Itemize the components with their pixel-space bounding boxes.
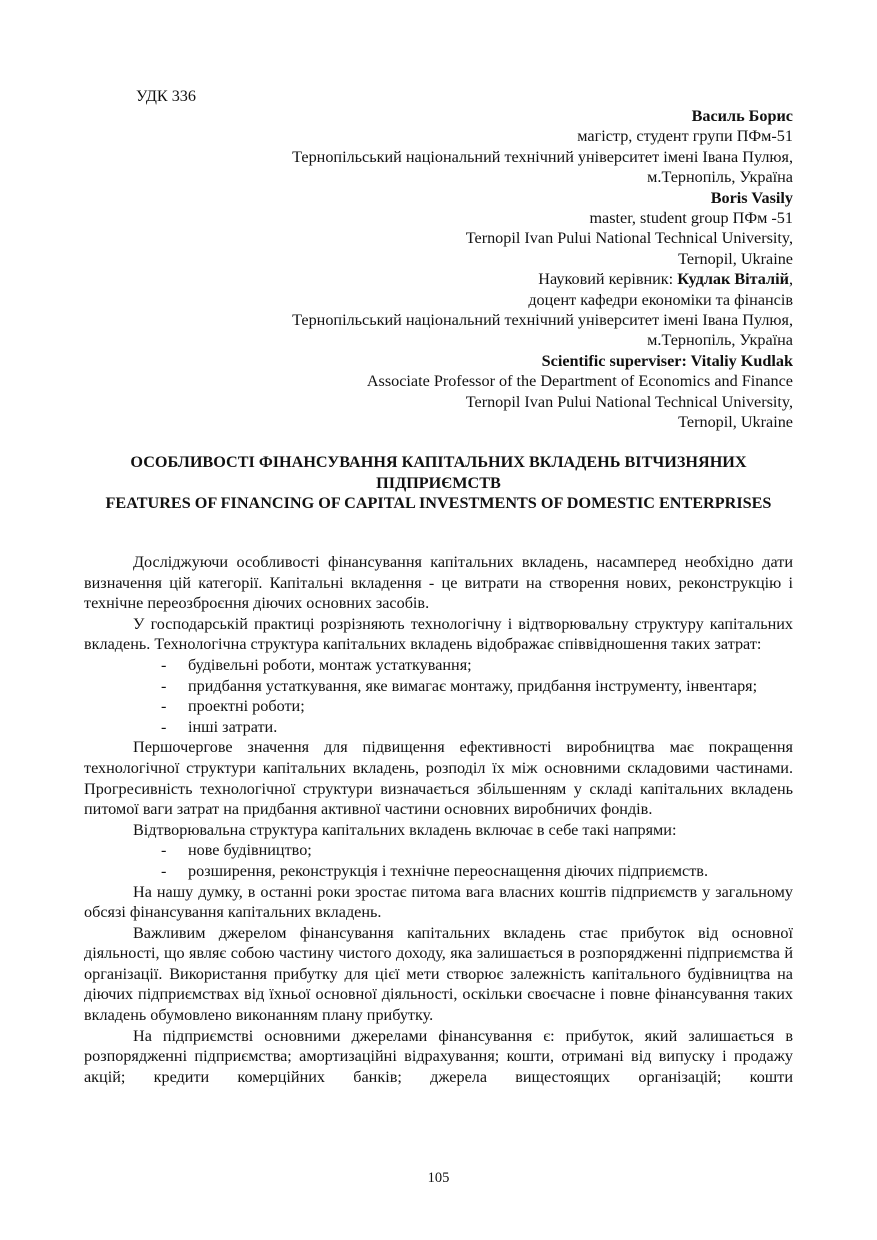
body-paragraph: Досліджуючи особливості фінансування капітальних вкладень, насамперед необхідно дати визначення цій категорії. Капітальні вкладення - це витрати на створення нових, реконструкцію і технічне переозброєння діючих основних засобів. — [84, 553, 793, 613]
body-paragraph: У господарській практиці розрізняють технологічну і відтворювальну структуру капітальних вкладень. Технологічна структура капітальних вкладень відображає співвідношення таких затрат: — [84, 614, 793, 654]
supervisor-detail-line: Associate Professor of the Department of Economics and Finance — [366, 372, 793, 391]
title-ukrainian: ОСОБЛИВОСТІ ФІНАНСУВАННЯ КАПІТАЛЬНИХ ВКЛАДЕНЬ ВІТЧИЗНЯНИХ ПІДПРИЄМСТВ — [130, 453, 747, 492]
supervisor-detail-line: Ternopil, Ukraine — [678, 413, 793, 432]
list-item-text: проектні роботи; — [188, 697, 305, 716]
dash-bullet: - — [161, 861, 167, 880]
dash-bullet: - — [161, 841, 167, 860]
dash-bullet: - — [161, 676, 167, 695]
author-line: Ternopil, Ukraine — [678, 249, 793, 268]
body-paragraph: Важливим джерелом фінансування капітальних вкладень стає прибуток від основної діяльності, що являє собою частину чистого доходу, яка залишається в розпорядженні підприємства й організації. Використання прибутку для цієї мети створює залежність капітального будівництва на діючих підприємствах від їхньої основної діяльності, оскільки своєчасне і повне фінансування таких вкладень обумовлено виконанням плану прибутку. — [84, 923, 793, 1025]
author-line: Ternopil Ivan Pului National Technical University, — [465, 229, 793, 248]
bullet-list — [84, 655, 793, 737]
title-block — [84, 452, 793, 514]
list-item — [84, 696, 793, 717]
list-item — [84, 655, 793, 676]
body-paragraph: На підприємстві основними джерелами фінансування є: прибуток, який залишається в розпорядженні підприємства; амортизаційні відрахування; кошти, отримані від випуску і продажу акцій; кредити комерційних банків; джерела вищестоящих організацій; кошти — [84, 1026, 793, 1086]
body-paragraph: Першочергове значення для підвищення ефективності виробництва має покращення технологічної структури капітальних вкладень, розподіл їх між основними складовими частинами. Прогресивність технологічної структури визначається збільшенням у складі капітальних вкладень питомої ваги затрат на придбання активної частини основних виробничих фондів. — [84, 738, 793, 819]
body-paragraph: Відтворювальна структура капітальних вкладень включає в себе такі напрями: — [133, 820, 677, 839]
dash-bullet: - — [161, 655, 167, 674]
supervisor-comma: , — [788, 270, 793, 289]
supervisor-label: Науковий керівник: — [538, 270, 674, 289]
supervisor-detail-line: Ternopil Ivan Pului National Technical University, — [465, 392, 793, 411]
author-line: Василь Борис — [691, 107, 793, 125]
supervisor-name: Кудлак Віталій — [677, 270, 789, 289]
supervisor-detail-line: Scientific superviser: Vitaliy Kudlak — [541, 351, 793, 370]
body-paragraph: На нашу думку, в останні роки зростає питома вага власних коштів підприємств у загальному обсязі фінансування капітальних вкладень. — [84, 882, 793, 922]
list-item — [84, 717, 793, 738]
article-body — [84, 552, 793, 1087]
author-line: master, student group ПФм -51 — [589, 209, 793, 228]
list-item-text: розширення, реконструкція і технічне переоснащення діючих підприємств. — [188, 861, 708, 880]
supervisor-line — [292, 269, 793, 289]
list-item-text: будівельні роботи, монтаж устаткування; — [188, 655, 472, 674]
supervisor-detail-line: м.Тернопіль, Україна — [647, 331, 793, 350]
dash-bullet: - — [161, 697, 167, 716]
author-block — [292, 106, 793, 433]
list-item-text: придбання устаткування, яке вимагає монтажу, придбання інструменту, інвентаря; — [188, 676, 758, 695]
supervisor-detail-line: Тернопільський національний технічний університет імені Івана Пулюя, — [292, 311, 793, 330]
list-item — [84, 861, 793, 882]
list-item — [84, 840, 793, 861]
list-item-text: нове будівництво; — [188, 841, 312, 860]
author-line: магістр, студент групи ПФм-51 — [577, 127, 793, 146]
supervisor-detail-line: доцент кафедри економіки та фінансів — [528, 290, 793, 309]
list-item — [84, 676, 793, 697]
udk-code: УДК 336 — [136, 87, 196, 105]
author-line: м.Тернопіль, Україна — [647, 168, 793, 187]
dash-bullet: - — [161, 717, 167, 736]
title-english: FEATURES OF FINANCING OF CAPITAL INVESTMENTS OF DOMESTIC ENTERPRISES — [105, 494, 772, 512]
list-item-text: інші затрати. — [188, 717, 278, 736]
bullet-list — [84, 840, 793, 881]
author-line: Тернопільський національний технічний університет імені Івана Пулюя, — [292, 147, 793, 166]
author-line: Boris Vasily — [710, 188, 793, 207]
page-number: 105 — [427, 1170, 450, 1186]
